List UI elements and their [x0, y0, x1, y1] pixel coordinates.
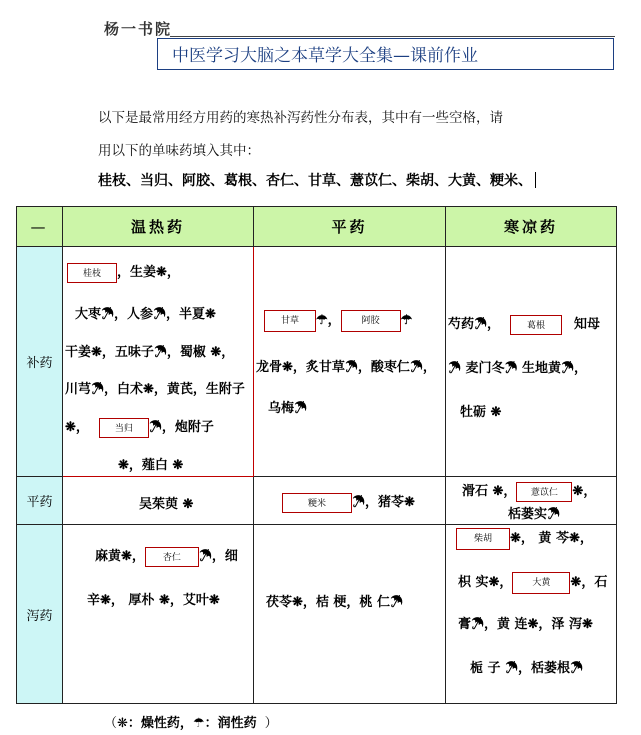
intro-line-2: 用以下的单味药填入其中：	[98, 143, 260, 159]
cell-purge-warm	[63, 525, 254, 704]
col-header-neutral: 平药	[254, 207, 446, 247]
cell-neutral-warm	[63, 477, 254, 525]
dry-symbol-icon: ❋	[117, 716, 128, 731]
cell-text: 川芎☂，白术❋，黄芪，生附子	[65, 382, 245, 397]
cell-text: 龙骨❋，炙甘草☂，酸枣仁☂，	[256, 360, 436, 375]
legend-moist-label: ：润性药	[204, 716, 257, 731]
page-title: 中医学习大脑之本草学大全集—课前作业	[157, 38, 614, 70]
cell-text: 牡砺 ❋	[460, 405, 502, 420]
cell-text: ☂，猪苓❋	[352, 495, 415, 510]
cell-text: ☂，炮附子	[148, 420, 214, 435]
herb-list	[98, 170, 536, 190]
cell-text: ☂，细	[198, 549, 238, 564]
col-header-cold: 寒凉药	[446, 207, 617, 247]
cell-text: 茯苓❋，桔 梗，桃 仁☂	[266, 595, 403, 610]
cell-tonify-warm	[63, 247, 254, 477]
row-header-purge: 泻药	[17, 525, 63, 704]
cell-text: 干姜❋，五味子☂，蜀椒 ❋，	[65, 345, 235, 360]
cell-text: ❋， 黄 芩❋，	[510, 531, 593, 546]
legend-dry-label: ：燥性药，	[127, 716, 193, 731]
header-rule	[170, 36, 615, 37]
cell-text: ❋，薤白 ❋	[118, 458, 184, 473]
cell-neutral-cold	[446, 477, 617, 525]
cell-text: 知母	[574, 317, 601, 332]
cell-text: 大枣☂，人参☂，半夏❋	[75, 307, 216, 322]
col-header-warm: 温热药	[63, 207, 254, 247]
fill-box-chaihu[interactable]: 柴胡	[456, 528, 510, 550]
fill-box-xingren[interactable]: 杏仁	[145, 547, 199, 567]
cell-purge-neutral	[254, 525, 446, 704]
cell-text: 栀 子 ☂，栝蒌根☂	[470, 661, 584, 676]
cell-text: 吴茱萸 ❋	[139, 497, 194, 512]
fill-box-dahuang[interactable]: 大黄	[512, 572, 570, 594]
cell-text: 麻黄❋，	[95, 549, 145, 564]
cell-purge-cold	[446, 525, 617, 704]
cell-text: 芍药☂，	[448, 317, 501, 332]
cell-text: 滑石 ❋，	[462, 484, 517, 499]
cell-tonify-cold	[446, 247, 617, 477]
cell-text: 膏☂，黄 连❋，泽 泻❋	[458, 617, 593, 632]
fill-box-gegen[interactable]: 葛根	[510, 315, 562, 335]
cell-text: ，生姜❋，	[117, 265, 180, 280]
intro-line-1: 以下是最常用经方用药的寒热补泻药性分布表，其中有一些空格，请	[98, 110, 503, 126]
cell-text: 乌梅☂	[268, 401, 308, 416]
cell-text: ❋，	[572, 484, 597, 499]
table-corner: —	[17, 207, 63, 247]
fill-box-yiyiren[interactable]: 薏苡仁	[516, 482, 572, 502]
herb-property-table	[16, 206, 617, 704]
fill-box-danggui[interactable]: 当归	[99, 418, 149, 438]
cell-tonify-neutral	[254, 247, 446, 477]
cell-text: 辛❋， 厚朴 ❋，艾叶❋	[87, 593, 220, 608]
symbol-legend	[104, 712, 278, 731]
cell-neutral-neutral	[254, 477, 446, 525]
fill-box-ejiao[interactable]: 阿胶	[341, 310, 401, 332]
herb-list-text: 桂枝、当归、阿胶、葛根、杏仁、甘草、薏苡仁、柴胡、大黄、粳米、	[98, 173, 532, 189]
fill-box-gancao[interactable]: 甘草	[264, 310, 316, 332]
row-header-neutral: 平药	[17, 477, 63, 525]
moist-symbol-icon: ☂	[192, 716, 205, 731]
cell-text: ☂	[400, 313, 413, 328]
text-cursor	[535, 172, 536, 188]
legend-close: ）	[264, 716, 278, 731]
cell-text: ❋，	[65, 420, 89, 435]
cell-text: ❋，石	[570, 575, 608, 590]
cell-text: ☂ 麦门冬☂ 生地黄☂，	[448, 361, 588, 376]
fill-box-jingmi[interactable]: 粳米	[282, 493, 352, 513]
legend-open: （	[104, 716, 118, 731]
cell-text: 栝蒌实☂	[508, 507, 561, 522]
row-header-tonify: 补药	[17, 247, 63, 477]
cell-text: 枳 实❋，	[458, 575, 513, 590]
fill-box-guizhi[interactable]: 桂枝	[67, 263, 117, 283]
cell-text: ☂，	[316, 313, 341, 328]
academy-logo: 杨一书院	[104, 20, 173, 38]
